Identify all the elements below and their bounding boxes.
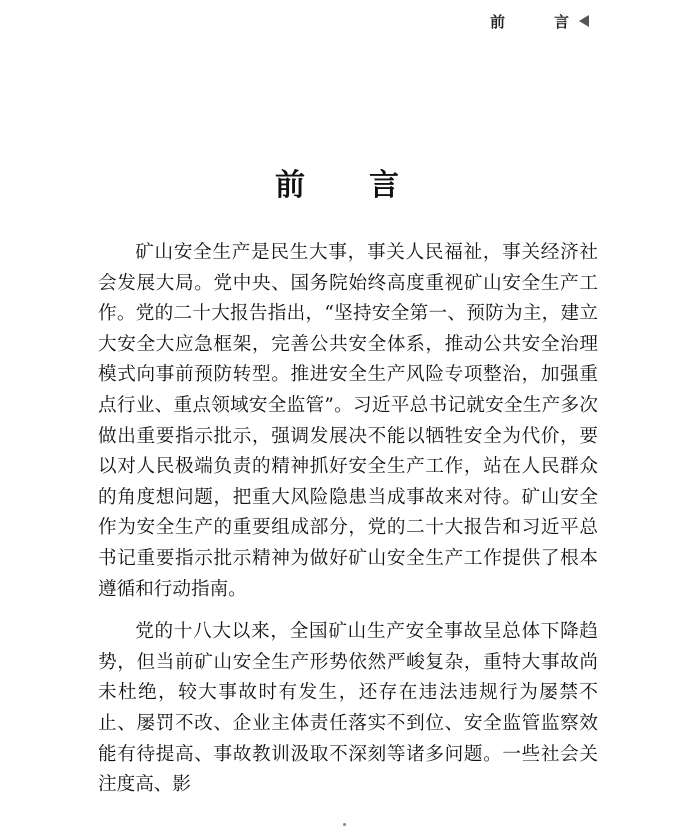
running-header-char-2: 言 <box>554 12 570 31</box>
triangle-left-icon <box>579 15 589 27</box>
running-header <box>490 10 600 32</box>
body-text <box>98 238 598 813</box>
paragraph-2: 党的十八大以来，全国矿山生产安全事故呈总体下降趋势，但当前矿山安全生产形势依然严峻复杂，重特大事故尚未杜绝，较大事故时有发生，还存在违法违规行为屡禁不止、屡罚不改、企业主体责任落实不到位、安全监管监察效能有待提高、事故教训汲取不深刻等诸多问题。一些社会关注度高、影 <box>98 621 598 796</box>
title-char-1: 前 <box>275 168 305 203</box>
running-header-char-1: 前 <box>490 12 506 31</box>
paragraph-1: 矿山安全生产是民生大事，事关人民福祉，事关经济社会发展大局。党中央、国务院始终高度重视矿山安全生产工作。党的二十大报告指出，“坚持安全第一、预防为主，建立大安全大应急框架，完善公共安全体系，推动公共安全治理模式向事前预防转型。推进安全生产风险专项整治，加强重点行业、重点领域安全监管”。习近平总书记就安全生产多次做出重要指示批示，强调发展决不能以牺牲安全为代价，要以对人民极端负责的精神抓好安全生产工作，站在人民群众的角度想问题，把重大风险隐患当成事故来对待。矿山安全作为安全生产的重要组成部分，党的二十大报告和习近平总书记重要指示批示精神为做好矿山安全生产工作提供了根本遵循和行动指南。 <box>98 242 598 600</box>
title-char-2: 言 <box>369 168 399 203</box>
page-mark <box>343 823 346 826</box>
page-title <box>0 160 674 204</box>
